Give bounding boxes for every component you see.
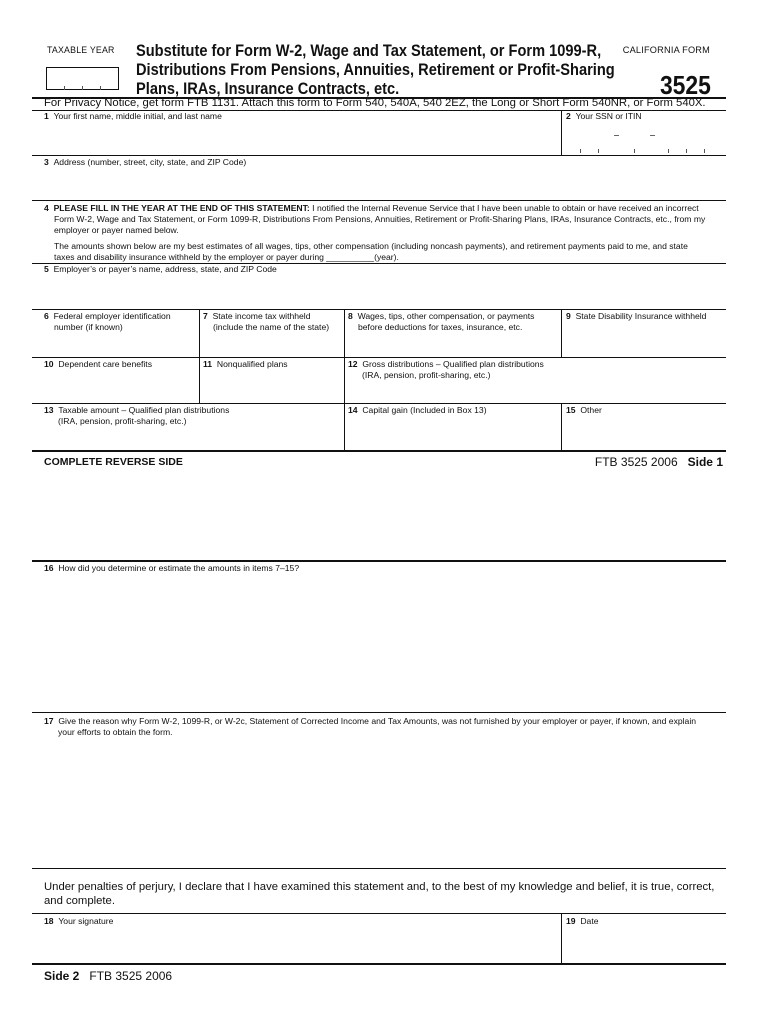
field-10-input[interactable] [32,372,198,403]
field-8-input[interactable] [345,335,560,357]
taxable-year-label: TAXABLE YEAR [47,45,115,55]
field-16-label: 16 How did you determine or estimate the amounts in items 7–15? [44,563,300,573]
date-input[interactable] [562,928,726,963]
field-7-input[interactable] [200,335,343,357]
divider [32,403,726,404]
field-3-input[interactable] [32,155,726,200]
field-17-input[interactable] [32,742,726,866]
form-title-line2: Distributions From Pensions, Annuities, Retirement or Profit-Sharing [136,60,615,79]
california-form-label: CALIFORNIA FORM [622,45,710,55]
dash [614,135,619,136]
field-2-ssn-input[interactable] [562,125,726,155]
field-1-label: 1 Your first name, middle initial, and last name [44,111,222,121]
side1-footer: FTB 3525 2006 Side 1 [594,455,723,469]
perjury-statement: Under penalties of perjury, I declare that I have examined this statement and, to the best of my knowledge and belief, it is true, correct, and complete. [44,881,715,907]
digit-tick [634,149,635,153]
field-14-label: 14 Capital gain (Included in Box 13) [348,405,487,415]
field-11-label: 11 Nonqualified plans [203,359,288,369]
divider [32,200,726,201]
field-17-label: 17 Give the reason why Form W-2, 1099-R, or W-2c, Statement of Corrected Income and Tax Amounts, was not furnished by your employer or payer, if known, and explain your efforts to obtain the form. [44,716,697,737]
digit-tick [82,86,83,90]
field-9-label: 9 State Disability Insurance withheld [566,311,707,321]
field-15-input[interactable] [562,418,726,450]
field-12-label: 12 Gross distributions – Qualified plan distributions (IRA, pension, profit-sharing, etc.) [348,359,544,380]
signature-input[interactable] [32,928,560,963]
digit-tick [100,86,101,90]
digit-tick [598,149,599,153]
form-title-line1: Substitute for Form W-2, Wage and Tax Statement, or Form 1099-R, [136,41,602,60]
field-6-label: 6 Federal employer identification number (if known) [44,311,171,332]
field-1-input[interactable] [32,110,560,155]
dash [650,135,655,136]
divider [32,450,726,452]
divider [32,712,726,713]
digit-tick [704,149,705,153]
divider [32,868,726,869]
digit-tick [580,149,581,153]
field-2-label: 2 Your SSN or ITIN [566,111,642,121]
field-10-label: 10 Dependent care benefits [44,359,152,369]
field-3-label: 3 Address (number, street, city, state, and ZIP Code) [44,157,247,167]
taxable-year-input[interactable] [46,67,119,90]
form-number: 3525 [660,70,711,100]
field-9-input[interactable] [562,325,726,357]
field-11-input[interactable] [200,372,343,403]
field-5-input[interactable] [32,263,726,309]
field-6-input[interactable] [32,335,198,357]
field-19-label: 19 Date [566,916,599,926]
field-14-input[interactable] [345,418,560,450]
side2-footer: Side 2 FTB 3525 2006 [44,969,173,983]
field-15-label: 15 Other [566,405,602,415]
divider [32,963,726,965]
field-4-text: 4 PLEASE FILL IN THE YEAR AT THE END OF THIS STATEMENT: I notified the Internal Revenue Service that I have been unable to obtain or have received an incorrect Form W-2, Wage and Tax Statement, or Form 1099-R, Distributions From Pensions, Annuities, Retirement or Profit-Sharing Plans, IRAs, Insurance Contracts, etc., from my employer or payer named below. The amounts shown below are my best estimates of all wages, tips, other compensation (including noncash payments), and retirement payments paid to me, and state taxes and disability insurance withheld by the employer or payer during __________(year). [44,203,706,262]
field-18-label: 18 Your signature [44,916,114,926]
field-7-label: 7 State income tax withheld (include the name of the state) [203,311,330,332]
privacy-notice: For Privacy Notice, get form FTB 1131. Attach this form to Form 540, 540A, 540 2EZ, the Long or Short Form 540NR, or Form 540X. [44,97,706,109]
divider [32,560,726,562]
field-5-label: 5 Employer’s or payer’s name, address, state, and ZIP Code [44,264,277,274]
digit-tick [668,149,669,153]
field-12-input[interactable] [345,383,726,403]
field-8-label: 8 Wages, tips, other compensation, or payments before deductions for taxes, insurance, etc. [348,311,535,332]
divider [32,309,726,310]
form-title-line3: Plans, IRAs, Insurance Contracts, etc. [136,79,400,98]
divider [32,357,726,358]
field-13-input[interactable] [32,428,343,450]
digit-tick [64,86,65,90]
field-13-label: 13 Taxable amount – Qualified plan distributions (IRA, pension, profit-sharing, etc.) [44,405,230,426]
divider [32,913,726,914]
digit-tick [686,149,687,153]
field-16-input[interactable] [32,576,726,710]
complete-reverse-side: COMPLETE REVERSE SIDE [44,456,183,468]
